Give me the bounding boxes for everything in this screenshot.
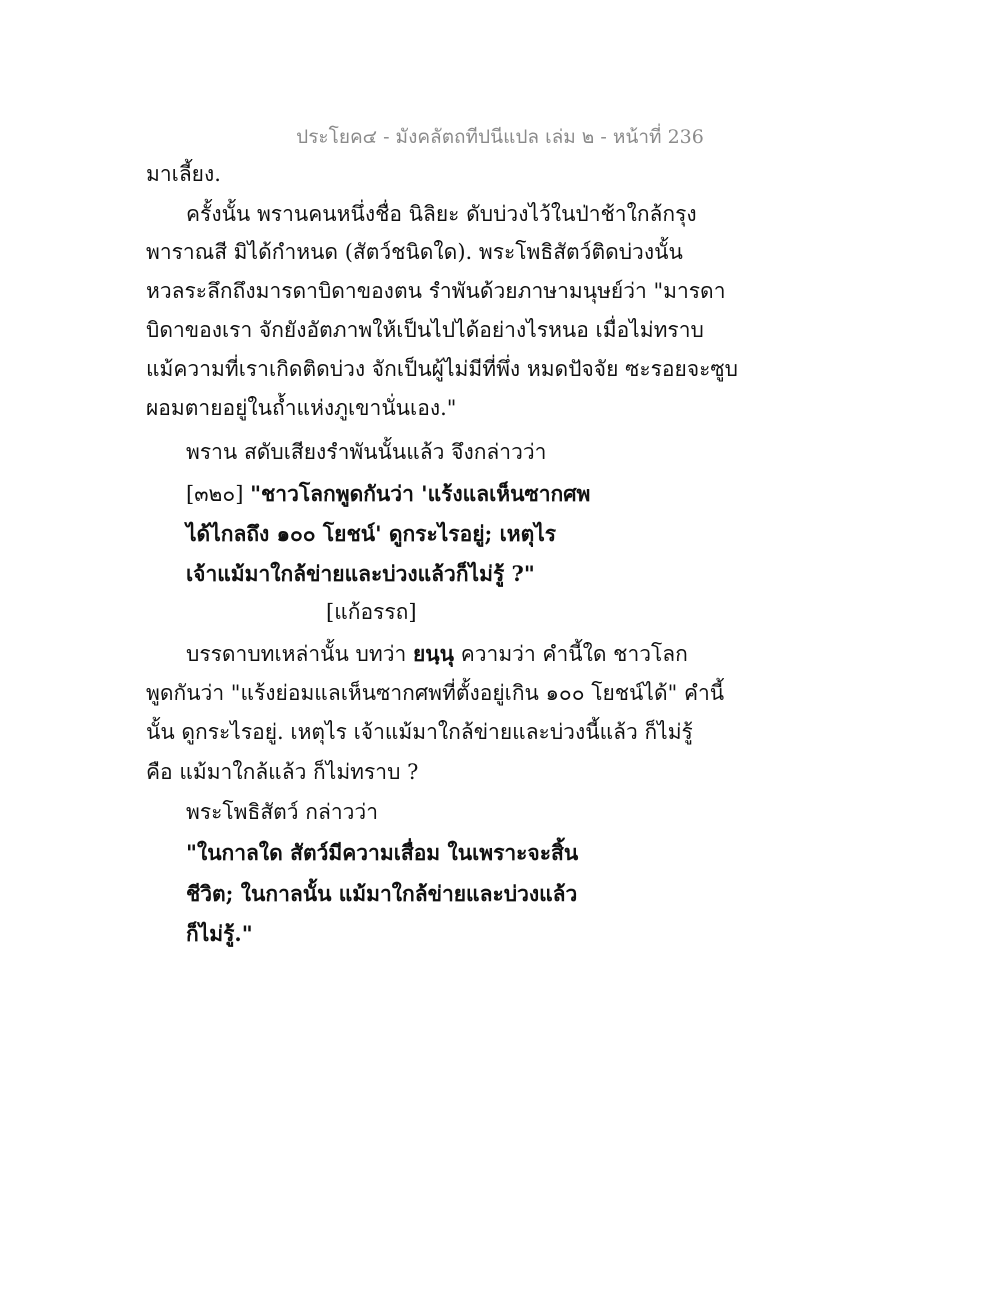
text-segment: บรรดาบทเหล่านั้น บทว่า [186, 642, 413, 666]
text-line: พระโพธิสัตว์ กล่าวว่า [186, 800, 379, 824]
verse-line: ได้ไกลถึง ๑๐๐ โยชน์' ดูกระไรอยู่; เหตุไร [186, 521, 557, 546]
verse-line: "ในกาลใด สัตว์มีความเสื่อม ในเพราะจะสิ้น [186, 840, 579, 865]
text-line: คือ แม้มาใกล้แล้ว ก็ไม่ทราบ ? [146, 760, 419, 784]
text-line: หวลระลึกถึงมารดาบิดาของตน รำพันด้วยภาษามนุษย์ว่า "มารดา [146, 279, 726, 303]
text-line: พราน สดับเสียงรำพันนั้นแล้ว จึงกล่าวว่า [186, 440, 547, 464]
text-line [186, 641, 688, 667]
text-line: แม้ความที่เราเกิดติดบ่วง จักเป็นผู้ไม่มีที่พึ่ง หมดปัจจัย ซะรอยจะซูบ [146, 357, 738, 381]
verse-text: "ชาวโลกพูดกันว่า 'แร้งแลเห็นซากศพ [250, 481, 591, 506]
running-header: ประโยค๔ - มังคลัตถทีปนีแปล เล่ม ๒ - หน้าที่ 236 [296, 126, 704, 148]
text-line: พาราณสี มิได้กำหนด (สัตว์ชนิดใด). พระโพธิสัตว์ติดบ่วงนั้น [146, 240, 683, 264]
text-line: นั้น ดูกระไรอยู่. เหตุไร เจ้าแม้มาใกล้ข่ายและบ่วงนี้แล้ว ก็ไม่รู้ [146, 720, 693, 744]
verse-line: ชีวิต; ในกาลนั้น แม้มาใกล้ข่ายและบ่วงแล้ว [186, 881, 578, 906]
pali-term: ยนฺนุ [413, 641, 455, 666]
verse-number: [๓๒๐] [186, 482, 244, 506]
verse-line [186, 481, 590, 507]
text-line: พูดกันว่า "แร้งย่อมแลเห็นซากศพที่ตั้งอยู่เกิน ๑๐๐ โยชน์ได้" คำนี้ [146, 681, 725, 705]
verse-line: ก็ไม่รู้." [186, 921, 253, 946]
text-line: ผอมตายอยู่ในถ้ำแห่งภูเขานั่นเอง." [146, 396, 457, 420]
text-line: บิดาของเรา จักยังอัตภาพให้เป็นไปได้อย่างไรหนอ เมื่อไม่ทราบ [146, 318, 704, 342]
text-line: มาเลี้ยง. [146, 162, 221, 186]
text-line: ครั้งนั้น พรานคนหนึ่งชื่อ นิลิยะ ดับบ่วงไว้ในป่าช้าใกล้กรุง [186, 202, 697, 226]
verse-attribution: [แก้อรรถ] [326, 600, 417, 624]
text-segment: ความว่า คำนี้ใด ชาวโลก [454, 642, 688, 666]
verse-line: เจ้าแม้มาใกล้ข่ายและบ่วงแล้วก็ไม่รู้ ?" [186, 561, 535, 586]
